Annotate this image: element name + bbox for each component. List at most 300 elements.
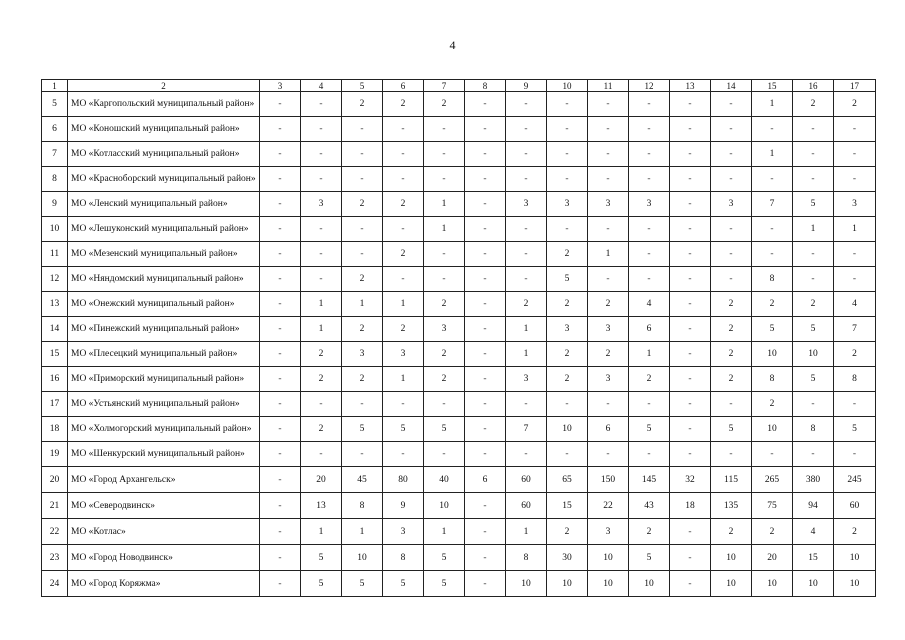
value-cell: - bbox=[506, 242, 547, 267]
value-cell: 1 bbox=[834, 217, 876, 242]
value-cell: - bbox=[506, 92, 547, 117]
value-cell: 2 bbox=[547, 367, 588, 392]
data-table bbox=[41, 79, 876, 597]
row-number-cell: 7 bbox=[42, 142, 68, 167]
table-row bbox=[42, 167, 876, 192]
value-cell: - bbox=[793, 242, 834, 267]
value-cell: - bbox=[711, 92, 752, 117]
value-cell: 8 bbox=[752, 367, 793, 392]
value-cell: 1 bbox=[506, 317, 547, 342]
value-cell: - bbox=[506, 217, 547, 242]
row-number-cell: 20 bbox=[42, 467, 68, 493]
value-cell: - bbox=[834, 142, 876, 167]
value-cell: - bbox=[301, 167, 342, 192]
value-cell: 6 bbox=[465, 467, 506, 493]
value-cell: 10 bbox=[793, 342, 834, 367]
value-cell: - bbox=[301, 442, 342, 467]
table-row bbox=[42, 519, 876, 545]
value-cell: - bbox=[588, 167, 629, 192]
table-body bbox=[42, 80, 876, 597]
value-cell: 2 bbox=[424, 367, 465, 392]
value-cell: - bbox=[670, 519, 711, 545]
page-number: 4 bbox=[449, 38, 456, 52]
header-cell: 5 bbox=[342, 80, 383, 92]
table-row bbox=[42, 392, 876, 417]
value-cell: - bbox=[260, 192, 301, 217]
value-cell: 10 bbox=[547, 417, 588, 442]
value-cell: - bbox=[465, 342, 506, 367]
value-cell: 3 bbox=[711, 192, 752, 217]
header-cell: 13 bbox=[670, 80, 711, 92]
value-cell: 5 bbox=[301, 545, 342, 571]
value-cell: 10 bbox=[752, 342, 793, 367]
district-name-cell: МО «Котласский муниципальный район» bbox=[68, 142, 260, 167]
value-cell: - bbox=[465, 292, 506, 317]
value-cell: - bbox=[629, 392, 670, 417]
value-cell: - bbox=[424, 392, 465, 417]
value-cell: 8 bbox=[383, 545, 424, 571]
district-name-cell: МО «Каргопольский муниципальный район» bbox=[68, 92, 260, 117]
table-row bbox=[42, 417, 876, 442]
header-cell: 12 bbox=[629, 80, 670, 92]
value-cell: 7 bbox=[834, 317, 876, 342]
value-cell: - bbox=[629, 242, 670, 267]
value-cell: 8 bbox=[506, 545, 547, 571]
row-number-cell: 16 bbox=[42, 367, 68, 392]
value-cell: 3 bbox=[424, 317, 465, 342]
value-cell: - bbox=[629, 142, 670, 167]
value-cell: 2 bbox=[711, 292, 752, 317]
value-cell: - bbox=[547, 92, 588, 117]
value-cell: 2 bbox=[424, 292, 465, 317]
table-row bbox=[42, 217, 876, 242]
district-name-cell: МО «Мезенский муниципальный район» bbox=[68, 242, 260, 267]
value-cell: 5 bbox=[342, 417, 383, 442]
value-cell: - bbox=[301, 117, 342, 142]
value-cell: - bbox=[834, 392, 876, 417]
value-cell: 10 bbox=[547, 571, 588, 597]
value-cell: 10 bbox=[711, 571, 752, 597]
value-cell: - bbox=[752, 442, 793, 467]
value-cell: 5 bbox=[424, 417, 465, 442]
value-cell: - bbox=[629, 267, 670, 292]
value-cell: 265 bbox=[752, 467, 793, 493]
value-cell: 2 bbox=[383, 92, 424, 117]
value-cell: 2 bbox=[424, 342, 465, 367]
value-cell: 1 bbox=[383, 367, 424, 392]
header-cell: 17 bbox=[834, 80, 876, 92]
value-cell: 2 bbox=[711, 342, 752, 367]
value-cell: 8 bbox=[834, 367, 876, 392]
value-cell: 7 bbox=[752, 192, 793, 217]
value-cell: - bbox=[260, 571, 301, 597]
value-cell: - bbox=[465, 442, 506, 467]
value-cell: 13 bbox=[301, 493, 342, 519]
value-cell: 10 bbox=[588, 571, 629, 597]
value-cell: - bbox=[465, 192, 506, 217]
value-cell: - bbox=[465, 417, 506, 442]
value-cell: - bbox=[670, 242, 711, 267]
value-cell: 2 bbox=[752, 292, 793, 317]
value-cell: 15 bbox=[793, 545, 834, 571]
value-cell: 2 bbox=[834, 342, 876, 367]
table-row bbox=[42, 117, 876, 142]
value-cell: - bbox=[588, 217, 629, 242]
value-cell: - bbox=[424, 267, 465, 292]
value-cell: 3 bbox=[588, 367, 629, 392]
value-cell: - bbox=[301, 142, 342, 167]
value-cell: - bbox=[629, 92, 670, 117]
value-cell: - bbox=[506, 392, 547, 417]
row-number-cell: 10 bbox=[42, 217, 68, 242]
district-name-cell: МО «Коношский муниципальный район» bbox=[68, 117, 260, 142]
value-cell: - bbox=[506, 167, 547, 192]
value-cell: 80 bbox=[383, 467, 424, 493]
value-cell: 32 bbox=[670, 467, 711, 493]
value-cell: 10 bbox=[834, 545, 876, 571]
header-cell: 9 bbox=[506, 80, 547, 92]
value-cell: - bbox=[752, 242, 793, 267]
value-cell: 5 bbox=[711, 417, 752, 442]
value-cell: - bbox=[670, 167, 711, 192]
value-cell: 30 bbox=[547, 545, 588, 571]
value-cell: 4 bbox=[629, 292, 670, 317]
value-cell: - bbox=[793, 267, 834, 292]
value-cell: - bbox=[342, 167, 383, 192]
value-cell: 7 bbox=[506, 417, 547, 442]
value-cell: 2 bbox=[793, 92, 834, 117]
value-cell: 1 bbox=[506, 342, 547, 367]
table-row bbox=[42, 192, 876, 217]
value-cell: - bbox=[588, 117, 629, 142]
value-cell: 1 bbox=[752, 142, 793, 167]
value-cell: - bbox=[588, 142, 629, 167]
value-cell: 3 bbox=[547, 317, 588, 342]
value-cell: 1 bbox=[301, 292, 342, 317]
value-cell: - bbox=[793, 142, 834, 167]
value-cell: 65 bbox=[547, 467, 588, 493]
value-cell: 2 bbox=[588, 342, 629, 367]
value-cell: - bbox=[424, 117, 465, 142]
value-cell: - bbox=[711, 142, 752, 167]
value-cell: 15 bbox=[547, 493, 588, 519]
value-cell: - bbox=[260, 142, 301, 167]
value-cell: 2 bbox=[342, 367, 383, 392]
value-cell: - bbox=[711, 117, 752, 142]
value-cell: - bbox=[342, 217, 383, 242]
value-cell: 1 bbox=[752, 92, 793, 117]
value-cell: - bbox=[260, 292, 301, 317]
value-cell: 3 bbox=[629, 192, 670, 217]
value-cell: 3 bbox=[506, 192, 547, 217]
value-cell: - bbox=[383, 117, 424, 142]
district-name-cell: МО «Котлас» bbox=[68, 519, 260, 545]
value-cell: 10 bbox=[506, 571, 547, 597]
value-cell: - bbox=[793, 117, 834, 142]
value-cell: 1 bbox=[424, 192, 465, 217]
value-cell: 8 bbox=[342, 493, 383, 519]
value-cell: 145 bbox=[629, 467, 670, 493]
value-cell: 5 bbox=[629, 417, 670, 442]
value-cell: 1 bbox=[342, 292, 383, 317]
value-cell: - bbox=[465, 142, 506, 167]
value-cell: - bbox=[752, 167, 793, 192]
value-cell: 60 bbox=[506, 467, 547, 493]
value-cell: - bbox=[383, 142, 424, 167]
value-cell: - bbox=[506, 142, 547, 167]
value-cell: 1 bbox=[506, 519, 547, 545]
value-cell: 2 bbox=[547, 342, 588, 367]
row-number-cell: 21 bbox=[42, 493, 68, 519]
value-cell: 5 bbox=[547, 267, 588, 292]
value-cell: 10 bbox=[752, 571, 793, 597]
value-cell: - bbox=[342, 242, 383, 267]
value-cell: 2 bbox=[301, 342, 342, 367]
value-cell: - bbox=[506, 117, 547, 142]
value-cell: - bbox=[465, 117, 506, 142]
value-cell: 60 bbox=[506, 493, 547, 519]
value-cell: - bbox=[834, 267, 876, 292]
value-cell: 3 bbox=[301, 192, 342, 217]
value-cell: 60 bbox=[834, 493, 876, 519]
value-cell: 10 bbox=[834, 571, 876, 597]
value-cell: 5 bbox=[752, 317, 793, 342]
table-row bbox=[42, 545, 876, 571]
header-cell: 11 bbox=[588, 80, 629, 92]
district-name-cell: МО «Няндомский муниципальный район» bbox=[68, 267, 260, 292]
value-cell: 6 bbox=[588, 417, 629, 442]
value-cell: 5 bbox=[793, 192, 834, 217]
value-cell: - bbox=[424, 442, 465, 467]
row-number-cell: 18 bbox=[42, 417, 68, 442]
table-row bbox=[42, 342, 876, 367]
value-cell: - bbox=[711, 242, 752, 267]
value-cell: - bbox=[711, 267, 752, 292]
value-cell: - bbox=[465, 571, 506, 597]
value-cell: 2 bbox=[752, 392, 793, 417]
header-cell: 8 bbox=[465, 80, 506, 92]
value-cell: - bbox=[342, 142, 383, 167]
value-cell: - bbox=[711, 167, 752, 192]
value-cell: - bbox=[629, 117, 670, 142]
value-cell: 40 bbox=[424, 467, 465, 493]
value-cell: - bbox=[711, 442, 752, 467]
value-cell: - bbox=[465, 317, 506, 342]
row-number-cell: 9 bbox=[42, 192, 68, 217]
value-cell: 2 bbox=[711, 317, 752, 342]
value-cell: - bbox=[260, 117, 301, 142]
value-cell: - bbox=[465, 267, 506, 292]
district-name-cell: МО «Устьянский муниципальный район» bbox=[68, 392, 260, 417]
value-cell: - bbox=[670, 342, 711, 367]
header-cell: 6 bbox=[383, 80, 424, 92]
value-cell: 75 bbox=[752, 493, 793, 519]
value-cell: - bbox=[424, 167, 465, 192]
value-cell: - bbox=[260, 342, 301, 367]
value-cell: 20 bbox=[752, 545, 793, 571]
table-row bbox=[42, 92, 876, 117]
value-cell: 94 bbox=[793, 493, 834, 519]
value-cell: - bbox=[711, 217, 752, 242]
value-cell: 2 bbox=[342, 92, 383, 117]
value-cell: - bbox=[260, 217, 301, 242]
value-cell: 135 bbox=[711, 493, 752, 519]
value-cell: 3 bbox=[383, 342, 424, 367]
district-name-cell: МО «Холмогорский муниципальный район» bbox=[68, 417, 260, 442]
value-cell: 18 bbox=[670, 493, 711, 519]
value-cell: 3 bbox=[383, 519, 424, 545]
row-number-cell: 5 bbox=[42, 92, 68, 117]
header-cell: 2 bbox=[68, 80, 260, 92]
value-cell: 3 bbox=[547, 192, 588, 217]
value-cell: 2 bbox=[588, 292, 629, 317]
value-cell: 6 bbox=[629, 317, 670, 342]
value-cell: 2 bbox=[506, 292, 547, 317]
row-number-cell: 17 bbox=[42, 392, 68, 417]
value-cell: - bbox=[547, 117, 588, 142]
value-cell: 380 bbox=[793, 467, 834, 493]
value-cell: 5 bbox=[793, 367, 834, 392]
value-cell: - bbox=[506, 267, 547, 292]
value-cell: 10 bbox=[711, 545, 752, 571]
value-cell: - bbox=[670, 92, 711, 117]
value-cell: 43 bbox=[629, 493, 670, 519]
value-cell: - bbox=[670, 442, 711, 467]
value-cell: - bbox=[793, 167, 834, 192]
value-cell: 2 bbox=[547, 242, 588, 267]
value-cell: 5 bbox=[629, 545, 670, 571]
value-cell: - bbox=[383, 217, 424, 242]
value-cell: 5 bbox=[301, 571, 342, 597]
row-number-cell: 6 bbox=[42, 117, 68, 142]
value-cell: 2 bbox=[301, 367, 342, 392]
value-cell: 1 bbox=[301, 519, 342, 545]
value-cell: - bbox=[260, 493, 301, 519]
table-row bbox=[42, 292, 876, 317]
value-cell: 4 bbox=[834, 292, 876, 317]
district-name-cell: МО «Город Архангельск» bbox=[68, 467, 260, 493]
value-cell: 9 bbox=[383, 493, 424, 519]
value-cell: - bbox=[670, 217, 711, 242]
value-cell: - bbox=[260, 392, 301, 417]
value-cell: - bbox=[547, 167, 588, 192]
value-cell: - bbox=[260, 267, 301, 292]
value-cell: - bbox=[342, 117, 383, 142]
value-cell: 3 bbox=[588, 317, 629, 342]
row-number-cell: 8 bbox=[42, 167, 68, 192]
value-cell: - bbox=[465, 92, 506, 117]
value-cell: 2 bbox=[834, 519, 876, 545]
value-cell: - bbox=[629, 442, 670, 467]
value-cell: - bbox=[465, 367, 506, 392]
value-cell: - bbox=[793, 392, 834, 417]
value-cell: - bbox=[465, 519, 506, 545]
row-number-cell: 14 bbox=[42, 317, 68, 342]
value-cell: 2 bbox=[629, 367, 670, 392]
value-cell: - bbox=[465, 167, 506, 192]
value-cell: - bbox=[260, 545, 301, 571]
header-row bbox=[42, 80, 876, 92]
value-cell: - bbox=[670, 292, 711, 317]
district-name-cell: МО «Город Коряжма» bbox=[68, 571, 260, 597]
row-number-cell: 12 bbox=[42, 267, 68, 292]
value-cell: 10 bbox=[629, 571, 670, 597]
value-cell: - bbox=[260, 367, 301, 392]
district-name-cell: МО «Пинежский муниципальный район» bbox=[68, 317, 260, 342]
value-cell: - bbox=[383, 267, 424, 292]
table-row bbox=[42, 367, 876, 392]
header-cell: 16 bbox=[793, 80, 834, 92]
value-cell: - bbox=[588, 392, 629, 417]
value-cell: 2 bbox=[547, 292, 588, 317]
value-cell: - bbox=[383, 392, 424, 417]
value-cell: - bbox=[547, 442, 588, 467]
value-cell: 2 bbox=[383, 192, 424, 217]
value-cell: 20 bbox=[301, 467, 342, 493]
value-cell: 10 bbox=[588, 545, 629, 571]
table-row bbox=[42, 142, 876, 167]
value-cell: - bbox=[834, 167, 876, 192]
value-cell: - bbox=[711, 392, 752, 417]
table-row bbox=[42, 493, 876, 519]
value-cell: - bbox=[301, 267, 342, 292]
row-number-cell: 24 bbox=[42, 571, 68, 597]
value-cell: - bbox=[424, 242, 465, 267]
value-cell: - bbox=[506, 442, 547, 467]
value-cell: - bbox=[793, 442, 834, 467]
value-cell: 1 bbox=[424, 217, 465, 242]
value-cell: - bbox=[670, 571, 711, 597]
value-cell: - bbox=[670, 317, 711, 342]
value-cell: - bbox=[588, 92, 629, 117]
value-cell: - bbox=[260, 417, 301, 442]
value-cell: 2 bbox=[342, 267, 383, 292]
table-row bbox=[42, 571, 876, 597]
value-cell: - bbox=[465, 392, 506, 417]
value-cell: - bbox=[670, 545, 711, 571]
header-cell: 14 bbox=[711, 80, 752, 92]
value-cell: 3 bbox=[506, 367, 547, 392]
value-cell: 2 bbox=[342, 192, 383, 217]
district-name-cell: МО «Красноборский муниципальный район» bbox=[68, 167, 260, 192]
value-cell: 10 bbox=[793, 571, 834, 597]
value-cell: 3 bbox=[342, 342, 383, 367]
table-row bbox=[42, 467, 876, 493]
value-cell: 4 bbox=[793, 519, 834, 545]
value-cell: - bbox=[260, 467, 301, 493]
value-cell: 2 bbox=[383, 317, 424, 342]
value-cell: 2 bbox=[547, 519, 588, 545]
table-row bbox=[42, 267, 876, 292]
value-cell: 5 bbox=[383, 571, 424, 597]
value-cell: 2 bbox=[301, 417, 342, 442]
value-cell: 5 bbox=[834, 417, 876, 442]
header-cell: 15 bbox=[752, 80, 793, 92]
value-cell: - bbox=[301, 92, 342, 117]
value-cell: - bbox=[342, 442, 383, 467]
value-cell: - bbox=[383, 442, 424, 467]
district-name-cell: МО «Ленский муниципальный район» bbox=[68, 192, 260, 217]
value-cell: - bbox=[260, 167, 301, 192]
value-cell: 5 bbox=[383, 417, 424, 442]
value-cell: - bbox=[670, 117, 711, 142]
header-cell: 7 bbox=[424, 80, 465, 92]
value-cell: 2 bbox=[752, 519, 793, 545]
value-cell: - bbox=[588, 267, 629, 292]
value-cell: 2 bbox=[711, 367, 752, 392]
district-name-cell: МО «Плесецкий муниципальный район» bbox=[68, 342, 260, 367]
value-cell: - bbox=[752, 117, 793, 142]
